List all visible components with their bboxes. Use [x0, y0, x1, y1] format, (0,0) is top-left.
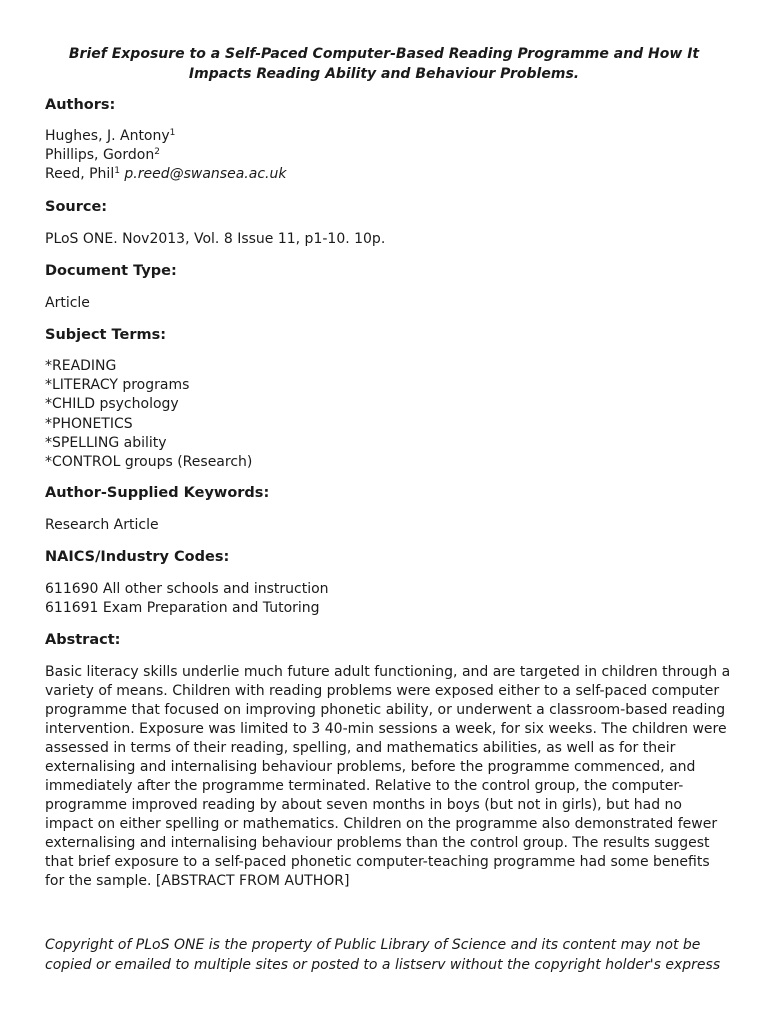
author-affiliation: 1	[114, 166, 120, 177]
document-type-value: Article	[45, 295, 90, 311]
document-type-value-wrap	[45, 294, 735, 313]
copyright-line: Copyright of PLoS ONE is the property of Public Library of Science and its content may not be	[45, 937, 701, 953]
document-type-heading: Document Type:	[45, 263, 177, 279]
abstract-line: programme that focused on improving phonetic ability, or underwent a classroom-based reading	[45, 702, 726, 718]
abstract-line: immediately after the programme terminated. Relative to the control group, the computer-	[45, 778, 684, 794]
naics-list	[45, 580, 735, 618]
copyright-line: copied or emailed to multiple sites or posted to a listserv without the copyright holder's express	[45, 956, 721, 973]
source-value-wrap	[45, 230, 735, 249]
author-name: Phillips, Gordon	[45, 147, 155, 164]
subject-term: *CHILD psychology	[45, 396, 179, 413]
abstract-body	[45, 663, 735, 891]
title-line: Brief Exposure to a Self-Paced Computer-Based Reading Programme and How It	[68, 46, 700, 62]
author-name: Hughes, J. Antony	[45, 128, 170, 144]
naics-heading: NAICS/Industry Codes:	[45, 549, 230, 565]
abstract-heading: Abstract:	[45, 632, 121, 648]
abstract-line: impact on either spelling or mathematics. Children on the programme also demonstrated fewer	[45, 816, 718, 832]
naics-section	[45, 548, 735, 567]
document-type-section	[45, 262, 735, 281]
subject-term: *SPELLING ability	[45, 434, 167, 451]
subject-terms-list	[45, 357, 735, 472]
author-affiliation: 1	[169, 128, 176, 138]
subject-terms-section	[45, 326, 735, 345]
subject-term: *LITERACY programs	[45, 377, 190, 394]
naics-code: 611690 All other schools and instruction	[45, 581, 329, 597]
keywords-value-wrap	[45, 516, 735, 535]
author-name: Reed, Phil	[45, 166, 115, 183]
title-line: Impacts Reading Ability and Behaviour Problems.	[188, 66, 580, 82]
article-title	[40, 44, 728, 84]
abstract-line: externalising and internalising behaviour problems, before the programme commenced, and	[45, 759, 696, 775]
source-heading: Source:	[45, 199, 108, 215]
author-item	[45, 127, 735, 146]
naics-code: 611691 Exam Preparation and Tutoring	[45, 600, 320, 617]
subject-terms-heading: Subject Terms:	[45, 327, 167, 343]
author-affiliation: 2	[154, 147, 160, 158]
author-item	[45, 165, 735, 184]
copyright-notice	[45, 936, 735, 975]
authors-section	[45, 96, 735, 115]
abstract-line: assessed in terms of their reading, spelling, and mathematics abilities, as well as for their	[45, 740, 676, 756]
abstract-line: intervention. Exposure was limited to 3 40-min sessions a week, for six weeks. The children were	[45, 721, 727, 737]
keywords-section	[45, 484, 735, 503]
abstract-line: externalising and internalising behaviour problems than the control group. The results suggest	[45, 835, 710, 851]
abstract-line: programme improved reading by about seven months in boys (but not in girls), but had no	[45, 797, 682, 813]
authors-heading: Authors:	[45, 97, 116, 113]
keywords-heading: Author-Supplied Keywords:	[45, 485, 270, 501]
source-section	[45, 198, 735, 217]
keywords-value: Research Article	[45, 517, 159, 533]
abstract-line: that brief exposure to a self-paced phonetic computer-teaching programme had some benefits	[45, 854, 710, 870]
author-email-link[interactable]: p.reed@swansea.ac.uk	[124, 166, 287, 183]
abstract-line: for the sample. [ABSTRACT FROM AUTHOR]	[45, 873, 350, 889]
subject-term: *READING	[45, 358, 117, 374]
abstract-line: variety of means. Children with reading problems were exposed either to a self-paced computer	[45, 683, 720, 699]
authors-list	[45, 127, 735, 185]
source-value: PLoS ONE. Nov2013, Vol. 8 Issue 11, p1-10. 10p.	[45, 231, 386, 247]
abstract-line: Basic literacy skills underlie much future adult functioning, and are targeted in children through a	[45, 664, 731, 680]
abstract-section	[45, 631, 735, 650]
subject-term: *CONTROL groups (Research)	[45, 454, 253, 471]
author-item	[45, 146, 735, 165]
subject-term: *PHONETICS	[45, 415, 133, 432]
